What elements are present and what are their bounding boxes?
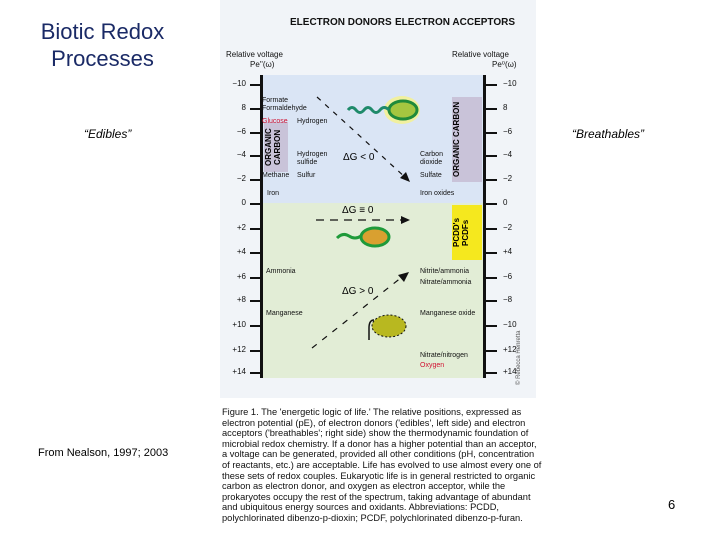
edibles-label: “Edibles” <box>84 127 132 141</box>
donor-ammonia: Ammonia <box>266 268 296 275</box>
source-citation: From Nealson, 1997; 2003 <box>38 447 169 459</box>
pcdd-pcdf-box: PCDD's PCDFs <box>452 205 482 260</box>
delta-g-positive: ΔG > 0 <box>342 286 374 297</box>
right-tick-label: −2 <box>503 174 513 183</box>
acceptor-manganese-oxide: Manganese oxide <box>420 310 476 317</box>
acceptors-header: ELECTRON ACCEPTORS <box>395 17 516 28</box>
left-tick-label: +2 <box>236 223 246 232</box>
redox-figure <box>220 0 536 398</box>
left-tick-label: −6 <box>236 127 246 136</box>
acceptor-nitrate-ammonia: Nitrate/ammonia <box>420 279 472 286</box>
donor-manganese: Manganese <box>266 310 303 317</box>
breathables-label: “Breathables” <box>572 127 645 141</box>
right-axis-unit: Pe⁰(ω) <box>492 60 517 69</box>
donor-hydrogen-sulfide: Hydrogen sulfide <box>297 151 328 166</box>
donor-formate: Formate <box>262 97 289 104</box>
right-tick-label: +4 <box>503 247 513 256</box>
left-tick-label: +6 <box>236 272 246 281</box>
donors-header: ELECTRON DONORS <box>290 17 392 28</box>
delta-g-zero: ΔG ≡ 0 <box>342 205 374 216</box>
positive-dg-arrow <box>312 277 402 348</box>
organic-carbon-right: ORGANIC CARBON <box>452 97 482 182</box>
donor-methane: Methane <box>262 172 290 179</box>
right-tick-label: −4 <box>503 150 513 159</box>
left-tick-label: 0 <box>241 198 246 207</box>
figure-caption: Figure 1. The 'energetic logic of life.' The relative positions, expressed as electron potential (pE), of electron donors ('edibles', left side) and electron acceptors ('breathables'; right side) show the thermodynamic foundation of microbial redox chemistry. If a donor has a higher potential than an acceptor, a voltage can be generated, provided all other conditions (pH, concentration of reactants, etc.) are acceptable. Life has evolved to use almost every one of these sets of redox couples. Eukaryotic life is in general restricted to organic carbon as electron donor, and oxygen as electron acceptor, while the prokaryotes occupy the rest of the spectrum, taking advantage of abundant and ubiquitous energy sources and oxidants. Abbreviations: PCDD, polychlorinated dibenzo-p-dioxin; PCDF, polychlorinated dibenzo-p-furan. <box>222 407 542 523</box>
organic-carbon-left: ORGANIC CARBON <box>264 122 288 172</box>
donor-sulfur: Sulfur <box>297 172 316 179</box>
right-tick-label: −8 <box>503 295 513 304</box>
acceptor-nitrate-nitrogen: Nitrate/nitrogen <box>420 352 468 359</box>
slide-title: Biotic Redox Processes <box>40 19 165 71</box>
left-tick-label: −10 <box>232 79 246 88</box>
donor-hydrogen: Hydrogen <box>297 118 328 125</box>
page-number: 6 <box>668 497 676 512</box>
bacterium-icon-2 <box>337 228 389 246</box>
left-tick-label: +14 <box>232 367 246 376</box>
bacterium-icon-1 <box>348 96 420 124</box>
right-tick-label: −6 <box>503 127 513 136</box>
left-axis-label: Relative voltage <box>226 50 283 59</box>
right-tick-label: 0 <box>503 198 508 207</box>
left-tick-label: −4 <box>236 150 246 159</box>
right-tick-label: −2 <box>503 223 513 232</box>
acceptor-oxygen: Oxygen <box>420 362 445 369</box>
right-tick-label: −6 <box>503 272 513 281</box>
left-tick-label: +4 <box>236 247 246 256</box>
right-tick-label: −10 <box>503 320 517 329</box>
acceptor-nitrite-ammonia: Nitrite/ammonia <box>420 268 470 275</box>
right-tick-label: 8 <box>503 103 508 112</box>
acceptor-sulfate: Sulfate <box>420 172 442 179</box>
delta-g-negative: ΔG < 0 <box>343 152 375 163</box>
arrows-and-microbes <box>220 0 536 398</box>
right-tick-label: −10 <box>503 79 517 88</box>
donor-formaldehyde: Formaldehyde <box>262 105 307 112</box>
acceptor-iron-oxides: Iron oxides <box>420 190 455 197</box>
copyright-credit: © Rebecca Henretta <box>516 330 522 385</box>
right-tick-label: +14 <box>503 367 517 376</box>
right-tick-label: +12 <box>503 345 517 354</box>
left-tick-label: +8 <box>236 295 246 304</box>
donor-glucose: Glucose <box>262 118 288 125</box>
left-tick-label: −2 <box>236 174 246 183</box>
right-axis-label: Relative voltage <box>452 50 509 59</box>
bacterium-icon-3 <box>369 315 406 340</box>
left-tick-label: +10 <box>232 320 246 329</box>
acceptor-carbon-dioxide: Carbon dioxide <box>420 151 443 166</box>
left-tick-label: 8 <box>241 103 246 112</box>
donor-iron: Iron <box>267 190 280 197</box>
left-tick-label: +12 <box>232 345 246 354</box>
left-axis-unit: Pe''(ω) <box>250 60 275 69</box>
